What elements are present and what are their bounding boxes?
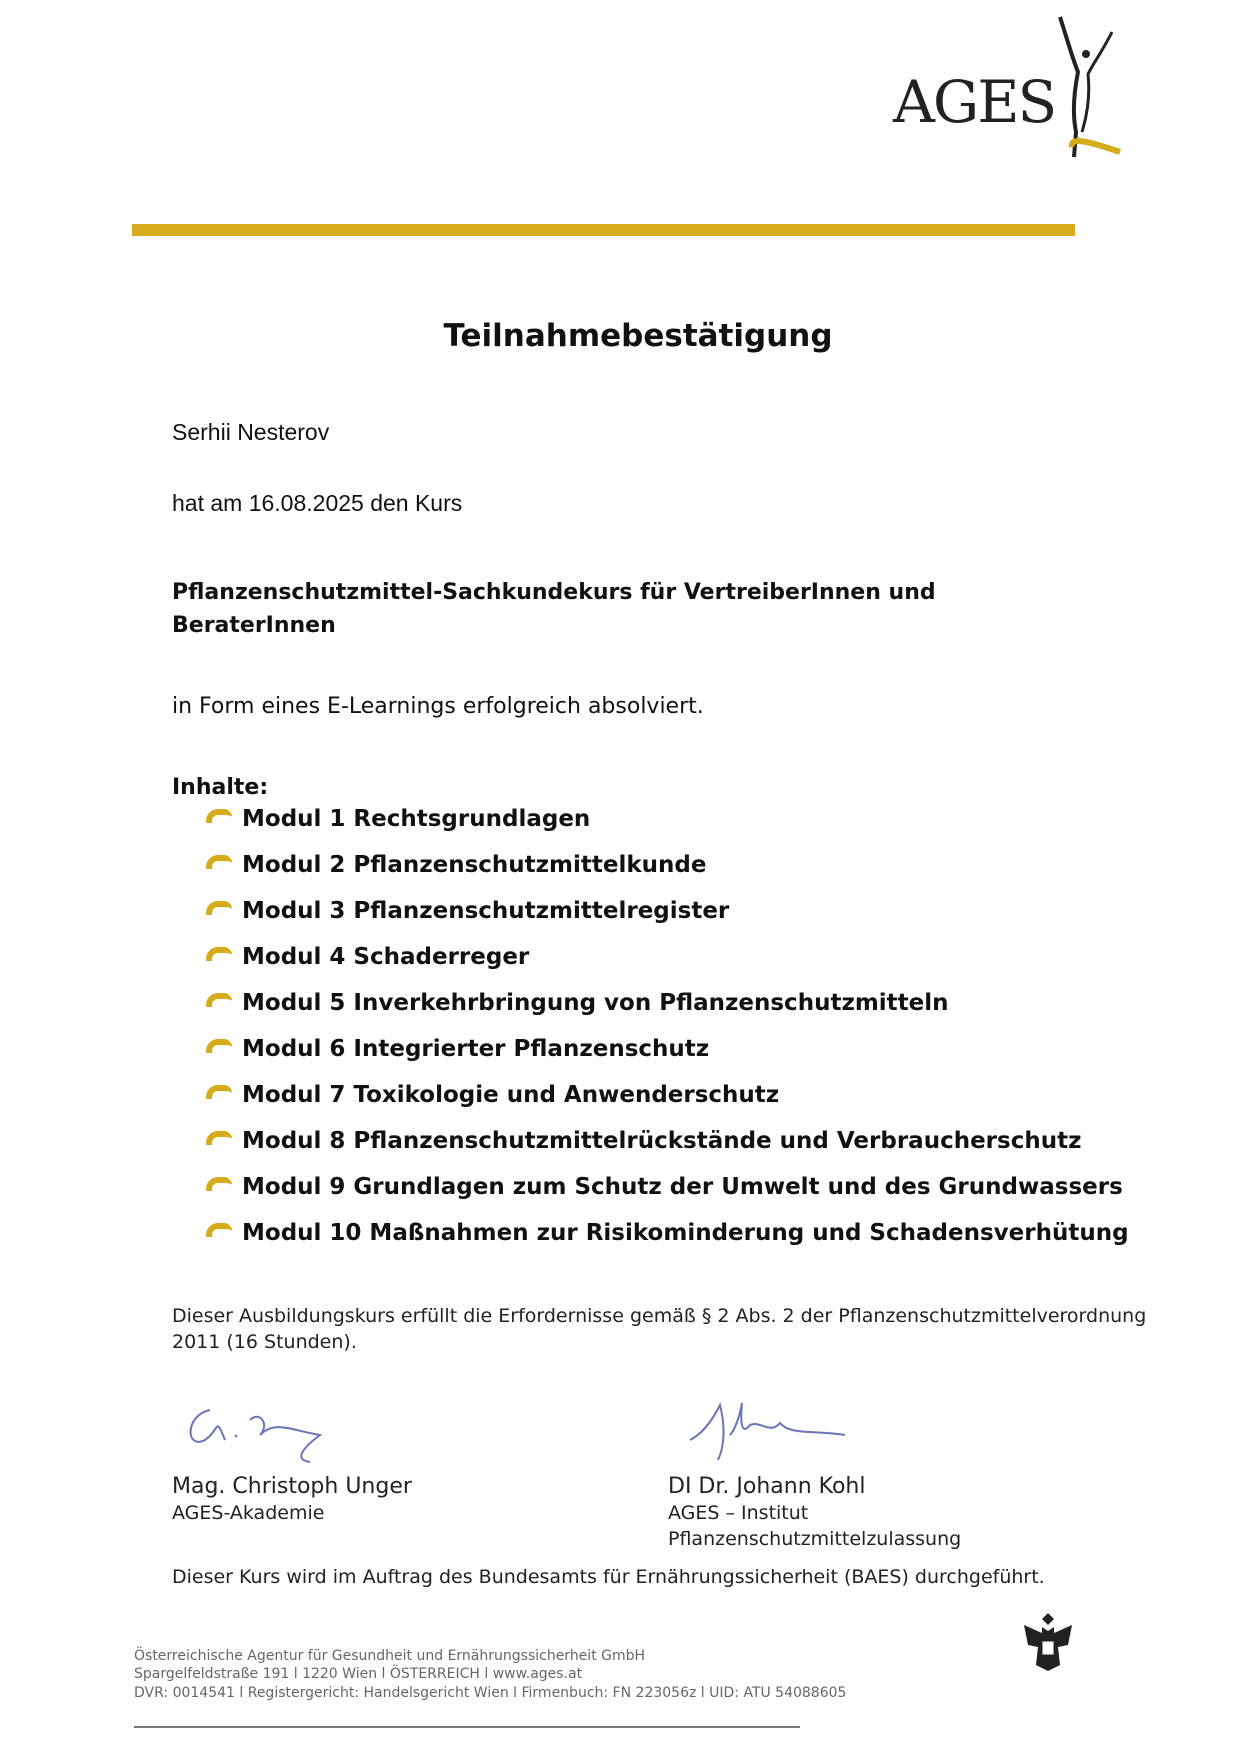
module-item: [206, 944, 529, 970]
module-label: Modul 8 Pflanzenschutzmittelrückstände und Verbraucherschutz: [242, 1128, 1082, 1154]
contents-heading: Inhalte:: [172, 775, 269, 800]
bullet-icon: [206, 809, 232, 823]
course-title-line-2: BeraterInnen: [172, 613, 336, 638]
bullet-icon: [206, 993, 232, 1007]
footer-line-2: Spargelfeldstraße 191 l 1220 Wien l ÖSTERREICH l www.ages.at: [134, 1666, 583, 1682]
module-item: [206, 990, 949, 1016]
participant-name: Serhii Nesterov: [172, 419, 330, 445]
bullet-icon: [206, 901, 232, 915]
austrian-eagle-icon: [1018, 1605, 1078, 1675]
signatory-2-role-line-2: Pflanzenschutzmittelzulassung: [668, 1528, 962, 1550]
module-label: Modul 2 Pflanzenschutzmittelkunde: [242, 852, 707, 878]
bullet-icon: [206, 855, 232, 869]
footer-divider: [134, 1726, 800, 1728]
signatory-1-role: AGES-Akademie: [172, 1502, 325, 1524]
ages-figure-logo-icon: [1050, 12, 1125, 162]
signatory-2-role-line-1: AGES – Institut: [668, 1502, 809, 1524]
module-label: Modul 3 Pflanzenschutzmittelregister: [242, 898, 730, 924]
bullet-icon: [206, 1085, 232, 1099]
course-title-line-1: Pflanzenschutzmittel-Sachkundekurs für VertreiberInnen und: [172, 580, 936, 605]
requirements-line-1: Dieser Ausbildungskurs erfüllt die Erfordernisse gemäß § 2 Abs. 2 der Pflanzenschutzmittelverordnung: [172, 1305, 1147, 1327]
footer-line-1: Österreichische Agentur für Gesundheit und Ernährungssicherheit GmbH: [134, 1648, 646, 1664]
baes-line: Dieser Kurs wird im Auftrag des Bundesamts für Ernährungssicherheit (BAES) durchgeführt.: [172, 1566, 1045, 1588]
bullet-icon: [206, 1039, 232, 1053]
signatory-2-name: DI Dr. Johann Kohl: [668, 1474, 866, 1499]
footer-line-3: DVR: 0014541 l Registergericht: Handelsgericht Wien l Firmenbuch: FN 223056z l UID: ATU 54088605: [134, 1685, 847, 1701]
module-label: Modul 4 Schaderreger: [242, 944, 530, 970]
module-item: [206, 1036, 709, 1062]
module-label: Modul 7 Toxikologie und Anwenderschutz: [242, 1082, 780, 1108]
signature-unger: [180, 1390, 350, 1465]
module-label: Modul 10 Maßnahmen zur Risikominderung und Schadensverhütung: [242, 1220, 1129, 1246]
module-label: Modul 1 Rechtsgrundlagen: [242, 806, 591, 832]
gold-divider: [132, 224, 1075, 236]
module-item: [206, 898, 729, 924]
bullet-icon: [206, 1177, 232, 1191]
form-line: in Form eines E-Learnings erfolgreich absolviert.: [172, 694, 704, 719]
date-line: hat am 16.08.2025 den Kurs: [172, 490, 463, 516]
module-item: [206, 1082, 779, 1108]
module-label: Modul 6 Integrierter Pflanzenschutz: [242, 1036, 710, 1062]
module-item: [206, 1128, 1081, 1154]
module-item: [206, 1174, 1123, 1200]
requirements-line-2: 2011 (16 Stunden).: [172, 1331, 357, 1353]
bullet-icon: [206, 1223, 232, 1237]
module-item: [206, 806, 590, 832]
module-label: Modul 9 Grundlagen zum Schutz der Umwelt und des Grundwassers: [242, 1174, 1123, 1200]
signature-kohl: [680, 1395, 860, 1465]
bullet-icon: [206, 947, 232, 961]
module-item: [206, 852, 706, 878]
module-label: Modul 5 Inverkehrbringung von Pflanzenschutzmitteln: [242, 990, 949, 1016]
ages-logo: AGES: [893, 68, 1056, 136]
module-item: [206, 1220, 1129, 1246]
signatory-1-name: Mag. Christoph Unger: [172, 1474, 412, 1499]
bullet-icon: [206, 1131, 232, 1145]
page-title: Teilnahmebestätigung: [443, 318, 833, 354]
